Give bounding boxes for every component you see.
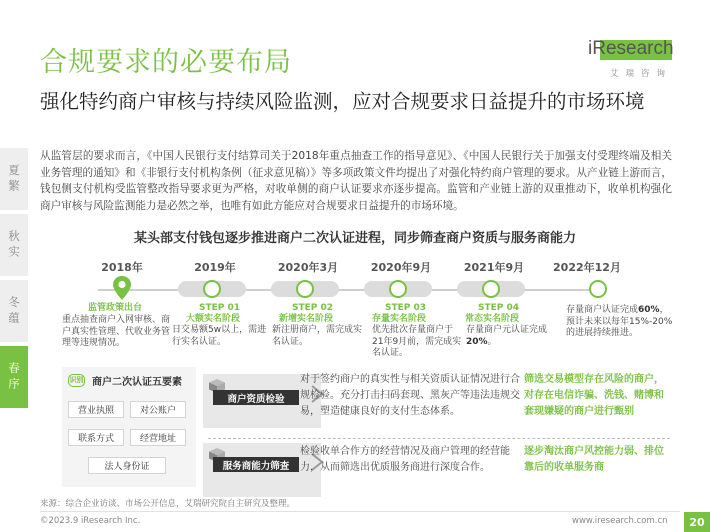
row-description: 对于签约商户的真实性与相关资质认证情况进行合规检验。充分打击扫码套现、黑灰产等违法违规交易，塑造健康良好的支付生态体系。 bbox=[300, 374, 520, 417]
side-nav-label: 秋实 bbox=[7, 229, 21, 261]
timeline-node-icon bbox=[203, 280, 221, 298]
requirement-item: 联系方式 bbox=[68, 429, 124, 446]
side-nav-label: 春序 bbox=[7, 361, 21, 393]
footer-divider bbox=[40, 511, 680, 512]
timeline-date: 2020年3月 bbox=[277, 261, 339, 274]
body-paragraph: 从监管层的要求而言，《中国人民银行支付结算司关于2018年重点抽查工作的指导意见》、《中国人民银行关于加强支付受理终端及相关业务管理的通知》和《非银行支付机构条例（征求意见稿）》等多项政策文件均提出了对强化特约商户管理的要求。从产业链上游而言，钱包侧支付机构受监管整改指导要求更为严格，对收单侧的商户认证要求亦逐步提高。监管和产业链上游的双重推动下，收单机构强化商户审核与风险监测能力是必然之举，也唯有如此方能应对合规要求日益提升的市场环境。 bbox=[40, 150, 672, 212]
requirement-item: 对公账户 bbox=[130, 401, 186, 418]
requirement-item: 营业执照 bbox=[68, 401, 124, 418]
row-outcome: 筛选交易模型存在风险的商户，对存在电信诈骗、洗钱、赌博和套现嫌疑的商户进行甄别 bbox=[524, 374, 664, 417]
timeline-date: 2021年9月 bbox=[463, 261, 525, 274]
timeline-axis bbox=[98, 289, 604, 291]
side-nav-item-summer[interactable] bbox=[0, 148, 28, 210]
timeline-node-icon bbox=[482, 280, 500, 298]
page-subtitle: 强化特约商户审核与持续风险监测，应对合规要求日益提升的市场环境 bbox=[40, 90, 645, 113]
row-outcome: 逐步淘汰商户风控能力弱、排位靠后的收单服务商 bbox=[524, 446, 664, 473]
timeline-title: 某头部支付钱包逐步推进商户二次认证进程，同步筛查商户资质与服务商能力 bbox=[133, 231, 576, 246]
timeline-node-icon bbox=[589, 280, 607, 298]
panel-header bbox=[68, 371, 182, 389]
timeline-step-phase: 大额实名阶段 bbox=[186, 314, 241, 324]
location-pin-icon bbox=[112, 275, 132, 301]
page-title: 合规要求的必要布局 bbox=[40, 47, 292, 78]
side-nav-item-spring[interactable] bbox=[0, 346, 28, 408]
recognize-icon: 识别 bbox=[68, 374, 85, 387]
divider bbox=[208, 438, 670, 439]
timeline-step-desc: 优先批次存量商户于21年9月前，需完成实名认证。 bbox=[372, 325, 462, 358]
requirement-item: 经营地址 bbox=[130, 429, 186, 446]
side-nav-label: 冬蕴 bbox=[7, 295, 21, 327]
source-note: 来源：综合企业访谈、市场公开信息，艾瑞研究院自主研究及整理。 bbox=[40, 499, 296, 509]
iresearch-logo bbox=[588, 38, 680, 88]
timeline-step-phase: 常态实名阶段 bbox=[465, 314, 520, 324]
timeline-step-desc: 新注册商户，需完成实名认证。 bbox=[272, 325, 363, 347]
timeline-step-label: 监管政策出台 bbox=[88, 303, 143, 313]
logo-text: iResearch bbox=[588, 38, 674, 59]
page-number: 20 bbox=[684, 512, 710, 532]
row-label: 商户资质检验 bbox=[213, 390, 299, 405]
timeline-step-desc: 重点抽查商户入网审核、商户真实性管理、代收业务管理等违规情况。 bbox=[62, 315, 171, 348]
side-nav-item-winter[interactable] bbox=[0, 280, 28, 342]
timeline-step-desc: 日交易额5w以上，需进行实名认证。 bbox=[172, 325, 267, 347]
side-nav bbox=[0, 148, 28, 412]
timeline-step-desc: 存量商户认证完成60%，预计未来以每年15%-20%的进展持续推进。 bbox=[566, 305, 673, 338]
timeline-step-desc: 存量商户元认证完成20%。 bbox=[466, 325, 548, 347]
logo-subtext: 艾瑞咨询 bbox=[610, 69, 673, 79]
timeline-step-phase: 新增实名阶段 bbox=[279, 314, 334, 324]
timeline-step-label: STEP 04 bbox=[478, 303, 520, 313]
copyright: ©2023.9 iResearch Inc. bbox=[40, 516, 141, 526]
timeline-node-icon bbox=[296, 280, 314, 298]
requirement-item: 法人身份证 bbox=[88, 457, 166, 474]
panel-title: 商户二次认证五要素 bbox=[92, 376, 182, 388]
row-description: 检验收单合作方的经营情况及商户管理的经营能力，从而筛选出优质服务商进行深度合作。 bbox=[300, 446, 510, 473]
timeline-step-phase: 存量实名阶段 bbox=[372, 314, 427, 324]
timeline-date: 2018年 bbox=[101, 261, 143, 274]
side-nav-label: 夏繁 bbox=[7, 163, 21, 195]
timeline-step-label: STEP 02 bbox=[292, 303, 334, 313]
timeline-step-label: STEP 01 bbox=[199, 303, 241, 313]
timeline-date: 2019年 bbox=[194, 261, 236, 274]
timeline-date: 2020年9月 bbox=[370, 261, 432, 274]
site-url[interactable]: www.iresearch.com.cn bbox=[572, 516, 668, 526]
timeline-node-icon bbox=[389, 280, 407, 298]
timeline-date: 2022年12月 bbox=[553, 261, 621, 274]
five-elements-panel bbox=[62, 367, 196, 487]
timeline-step-label: STEP 03 bbox=[385, 303, 427, 313]
row-label: 服务商能力筛查 bbox=[213, 457, 299, 472]
